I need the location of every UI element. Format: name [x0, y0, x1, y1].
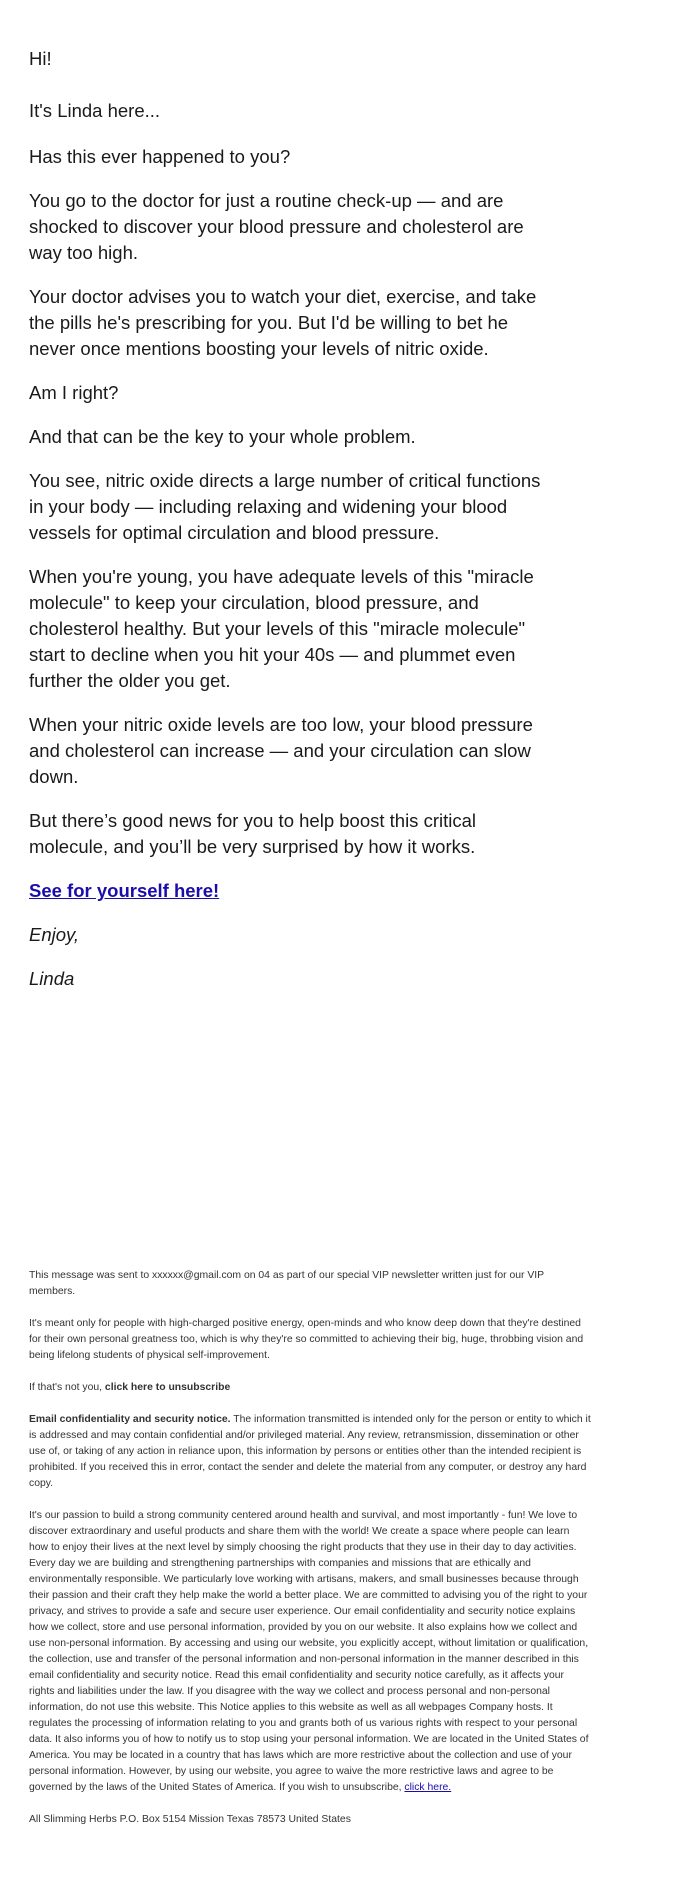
low-levels-paragraph: When your nitric oxide levels are too low, your blood pressure and cholesterol can increase — and your circulation can slow down.	[29, 714, 533, 787]
meant-for-notice: It's meant only for people with high-charged positive energy, open-minds and who know deep down that they're destined for their own personal greatness too, which is why they're so committed to achieving their big, huge, throbbing vision and being lifelong students of physical self-improvement.	[29, 1318, 584, 1361]
confidentiality-notice	[29, 1412, 591, 1492]
unsubscribe-link[interactable]: click here to unsubscribe	[104, 1382, 231, 1393]
intro-line: It's Linda here...	[29, 100, 161, 121]
unsubscribe-click-here-link[interactable]: click here.	[404, 1782, 452, 1793]
passion-notice	[29, 1508, 591, 1796]
am-i-right-line: Am I right?	[29, 382, 119, 403]
cta-paragraph	[29, 878, 219, 904]
doctor-paragraph: You go to the doctor for just a routine check-up — and are shocked to discover your blood pressure and cholesterol are way too high.	[29, 190, 524, 263]
confidentiality-heading: Email confidentiality and security notice.	[29, 1414, 231, 1425]
signature: Linda	[29, 968, 75, 989]
email-footer	[29, 1268, 591, 1844]
confidentiality-body: The information transmitted is intended only for the person or entity to which it is addressed and may contain confidential and/or privileged material. Any review, retransmission, dissemination or other use of, or taking of any action in reliance upon, this information by persons or entities other than the intended recipient is prohibited. If you received this in error, contact the sender and delete the material from any computer, or destroy any hard copy.	[29, 1414, 591, 1489]
company-address: All Slimming Herbs P.O. Box 5154 Mission Texas 78573 United States	[29, 1814, 351, 1825]
see-for-yourself-link[interactable]: See for yourself here!	[29, 880, 220, 901]
passion-text: It's our passion to build a strong community centered around health and survival, and most importantly - fun! We love to discover extraordinary and useful products and share them with the world! We create a space where people can learn how to enjoy their lives at the next level by simply choosing the right products that they use in their day to day activities. Every day we are building and strengthening partnerships with companies and missions that are ethically and environmentally responsible. We particularly love working with artisans, makers, and small businesses because through their passion and their craft they help make the world a better place. We are committed to advising you of the right to your privacy, and strives to provide a safe and secure user experience. Our email confidentiality and security notice explains how we collect, store and use personal information, provided by you on our website. It also explains how we collect and use non-personal information. By accessing and using our website, you explicitly accept, without limitation or qualification, the collection, use and transfer of the personal information and non-personal information in the manner described in this email confidentiality and security notice. Read this email confidentiality and security notice carefully, as it affects your rights and liabilities under the law. If you disagree with the way we collect and process personal and non-personal information, do not use this website. This Notice applies to this website as well as all webpages Company hosts. It regulates the processing of information relating to you and grants both of us various rights with respect to your personal data. It also informs you of how to notify us to stop using your personal information. We are located in the United States of America. You may be located in a country that has laws which are more restrictive about the collection and use of your personal information. However, by using our website, you agree to waive the more restrictive laws and agree to be governed by the laws of the United States of America. If you wish to unsubscribe,	[29, 1510, 589, 1793]
closing-line: Enjoy,	[29, 924, 80, 945]
advises-paragraph: Your doctor advises you to watch your diet, exercise, and take the pills he's prescribing for you. But I'd be willing to bet he never once mentions boosting your levels of nitric oxide.	[29, 286, 537, 359]
not-you-prefix: If that's not you,	[29, 1382, 103, 1393]
nitric-oxide-paragraph: You see, nitric oxide directs a large number of critical functions in your body — including relaxing and widening your blood vessels for optimal circulation and blood pressure.	[29, 470, 541, 543]
good-news-paragraph: But there’s good news for you to help boost this critical molecule, and you’ll be very surprised by how it works.	[29, 810, 476, 857]
key-line: And that can be the key to your whole problem.	[29, 426, 416, 447]
question-line: Has this ever happened to you?	[29, 146, 291, 167]
greeting: Hi!	[29, 48, 52, 69]
young-paragraph: When you're young, you have adequate levels of this "miracle molecule" to keep your circulation, blood pressure, and cholesterol healthy. But your levels of this "miracle molecule" start to decline when you hit your 40s — and plummet even further the older you get.	[29, 566, 534, 691]
not-you-line	[29, 1380, 591, 1396]
sent-to-notice: This message was sent to xxxxxx@gmail.com on 04 as part of our special VIP newsletter written just for our VIP members.	[29, 1270, 544, 1297]
